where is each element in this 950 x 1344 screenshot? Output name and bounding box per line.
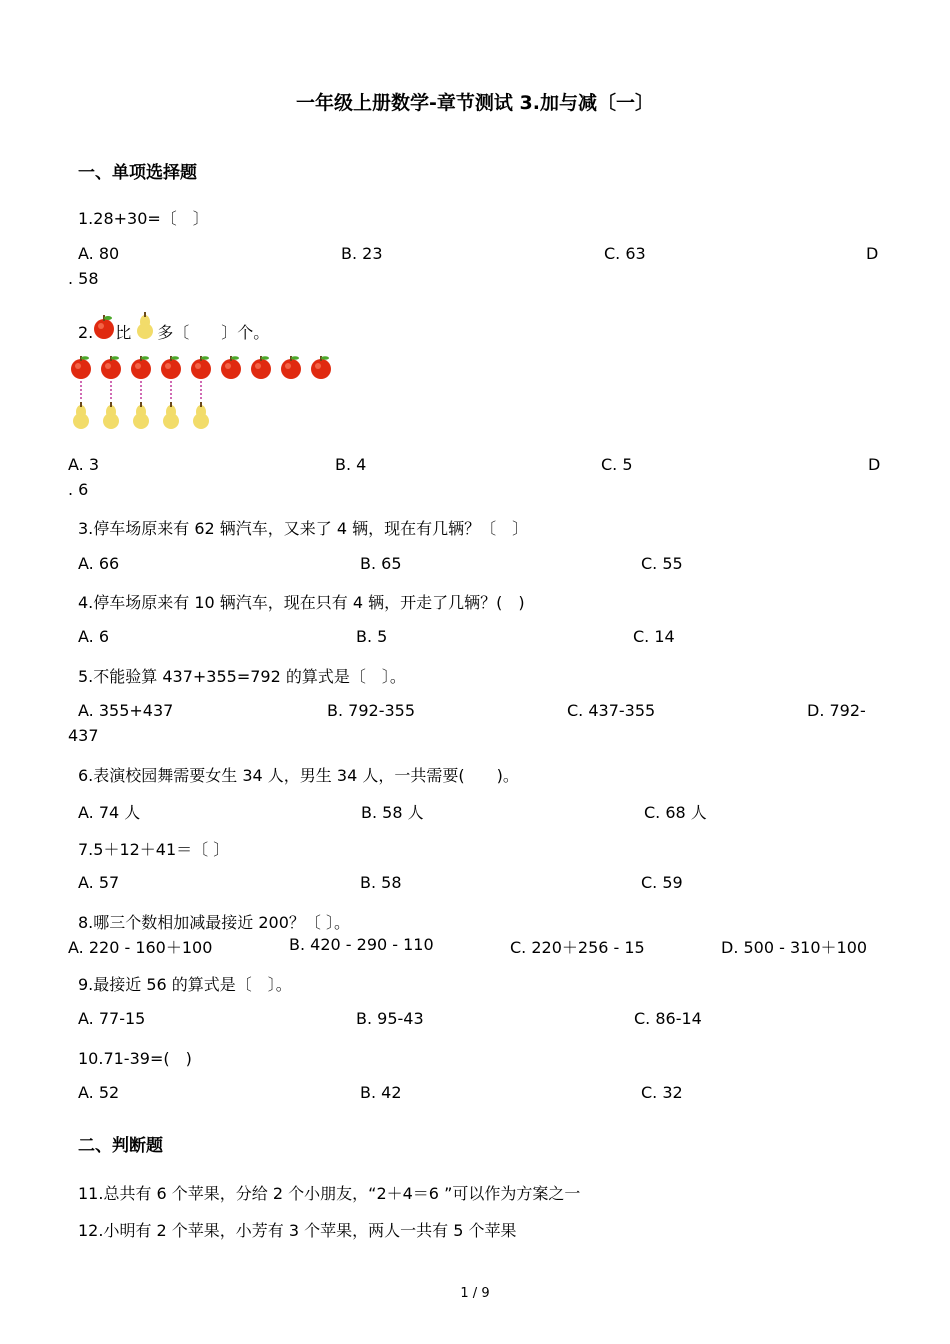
q5-option-d-value: 437 [68,726,99,745]
q8-option-b: B. 420 - 290 - 110 [289,935,434,954]
question-11: 11.总共有 6 个苹果，分给 2 个小朋友，“2＋4＝6 ”可以作为方案之一 [78,1184,581,1203]
question-7: 7.5＋12＋41＝〔 〕 [78,840,230,859]
q3-option-a: A. 66 [78,554,120,573]
pear-icon [103,402,119,429]
page-title: 一年级上册数学-章节测试 3.加与减〔一〕 [296,92,654,114]
q2-option-c: C. 5 [601,455,633,474]
apple-icon [281,356,301,379]
apple-icon [131,356,151,379]
q9-option-c: C. 86-14 [634,1009,702,1028]
q10-option-a: A. 52 [78,1083,120,1102]
apple-icon [221,356,241,379]
apple-icon [191,356,211,379]
q1-option-d: D [866,244,879,263]
question-2-compare-word: 比 [115,323,132,342]
question-12: 12.小明有 2 个苹果，小芳有 3 个苹果，两人一共有 5 个苹果 [78,1221,517,1240]
question-10: 10.71-39=( ) [78,1049,192,1068]
q3-option-b: B. 65 [360,554,402,573]
q5-option-b: B. 792-355 [327,701,415,720]
q6-option-a: A. 74 人 [78,803,141,822]
question-2-suffix: 多〔 〕个。 [157,323,270,342]
q2-option-d-value: . 6 [68,480,89,499]
pear-icon [163,402,179,429]
question-8: 8.哪三个数相加减最接近 200？〔 〕。 [78,913,350,932]
q9-option-b: B. 95-43 [356,1009,424,1028]
question-6: 6.表演校园舞需要女生 34 人，男生 34 人，一共需要( )。 [78,766,519,785]
q10-option-c: C. 32 [641,1083,683,1102]
q2-option-b: B. 4 [335,455,367,474]
question-1: 1.28+30=〔 〕 [78,209,209,228]
question-3: 3.停车场原来有 62 辆汽车，又来了 4 辆，现在有几辆？〔 〕 [78,519,529,538]
pear-icon [73,402,89,429]
apple-icon [161,356,181,379]
q6-option-c: C. 68 人 [644,803,707,822]
question-4: 4.停车场原来有 10 辆汽车，现在只有 4 辆，开走了几辆？( ) [78,593,525,612]
question-2 [78,312,269,344]
apple-icon [251,356,271,379]
q5-option-a: A. 355+437 [78,701,174,720]
q8-option-a: A. 220 - 160＋100 [68,938,213,957]
q10-option-b: B. 42 [360,1083,402,1102]
q7-option-a: A. 57 [78,873,120,892]
page-number: 1 / 9 [460,1286,490,1301]
apple-icon [101,356,121,379]
question-2-number: 2. [78,323,94,342]
question-5: 5.不能验算 437+355=792 的算式是〔 〕。 [78,667,406,686]
apple-icon [93,314,115,344]
q8-option-c: C. 220＋256 - 15 [510,938,645,957]
q1-option-d-value: . 58 [68,269,99,288]
q4-option-a: A. 6 [78,627,110,646]
q9-option-a: A. 77-15 [78,1009,146,1028]
q2-option-d: D [868,455,881,474]
pear-icon [135,312,155,344]
q1-option-c: C. 63 [604,244,646,263]
q5-option-d: D. 792- [807,701,866,720]
q8-option-d: D. 500 - 310＋100 [721,938,868,957]
apple-icon [311,356,331,379]
section-title-judgement: 二、判断题 [78,1136,163,1156]
q7-option-c: C. 59 [641,873,683,892]
section-title-choice: 一、单项选择题 [78,163,197,183]
q5-option-c: C. 437-355 [567,701,656,720]
apple-icon [71,356,91,379]
q7-option-b: B. 58 [360,873,402,892]
pear-icon [133,402,149,429]
question-9: 9.最接近 56 的算式是〔 〕。 [78,975,292,994]
q2-option-a: A. 3 [68,455,100,474]
q1-option-b: B. 23 [341,244,383,263]
q6-option-b: B. 58 人 [361,803,424,822]
q4-option-b: B. 5 [356,627,388,646]
fruit-comparison-illustration [68,355,348,435]
q3-option-c: C. 55 [641,554,683,573]
q4-option-c: C. 14 [633,627,675,646]
pear-icon [193,402,209,429]
q1-option-a: A. 80 [78,244,120,263]
